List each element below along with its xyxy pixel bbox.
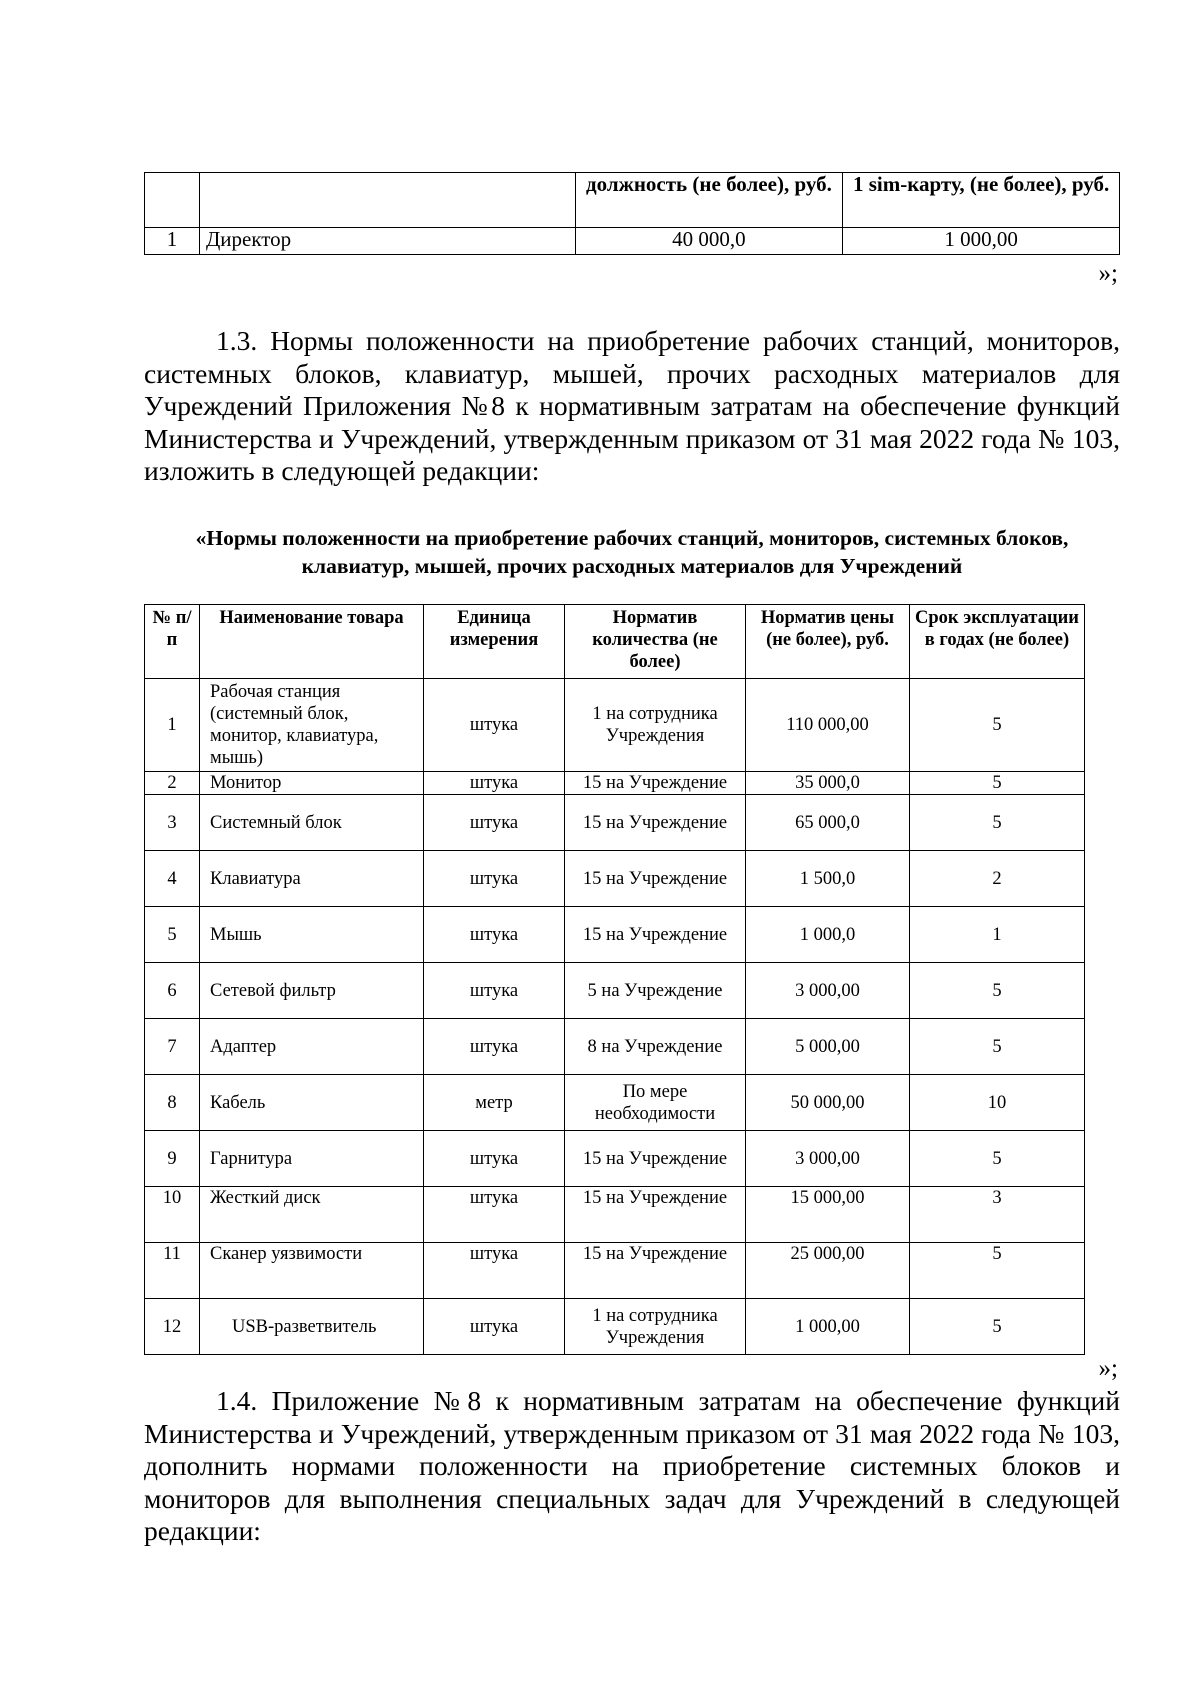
top-table-header-cell: [199, 173, 575, 228]
cell-price: 110 000,00: [746, 679, 910, 772]
cell-price: 3 000,00: [746, 963, 910, 1019]
norms-title: «Нормы положенности на приобретение рабочих станций, мониторов, системных блоков, клавиатур, мышей, прочих расходных материалов для Учреждений: [195, 526, 1069, 578]
top-table-cell-price: 40 000,0: [575, 228, 843, 255]
cell-num: 2: [145, 772, 200, 795]
top-table: [144, 172, 1120, 255]
table-row: [145, 1131, 1085, 1187]
cell-unit: штука: [424, 679, 565, 772]
cell-num: 3: [145, 795, 200, 851]
cell-life: 5: [910, 1131, 1085, 1187]
header-name: Наименование товара: [200, 605, 424, 679]
cell-price: 1 000,0: [746, 907, 910, 963]
cell-qty: По мере необходимости: [565, 1075, 746, 1131]
top-table-header-cell: 1 sim-карту, (не более), руб.: [843, 173, 1120, 228]
cell-qty: 8 на Учреждение: [565, 1019, 746, 1075]
top-table-cell-num: 1: [145, 228, 200, 255]
cell-name: Жесткий диск: [200, 1187, 424, 1243]
cell-qty: 15 на Учреждение: [565, 1131, 746, 1187]
cell-num: 9: [145, 1131, 200, 1187]
cell-qty: 15 на Учреждение: [565, 795, 746, 851]
cell-unit: штука: [424, 1299, 565, 1355]
top-table-header-row: [145, 173, 1120, 228]
cell-life: 1: [910, 907, 1085, 963]
cell-life: 10: [910, 1075, 1085, 1131]
cell-unit: штука: [424, 907, 565, 963]
cell-unit: штука: [424, 851, 565, 907]
cell-num: 6: [145, 963, 200, 1019]
closing-mark-1: »;: [1098, 260, 1118, 287]
table-row: [145, 1243, 1085, 1299]
cell-num: 11: [145, 1243, 200, 1299]
top-table-header-cell: [145, 173, 200, 228]
cell-num: 12: [145, 1299, 200, 1355]
table-row: [145, 1075, 1085, 1131]
paragraph-1-4: [144, 1385, 1120, 1548]
norms-table: [144, 604, 1085, 1355]
cell-life: 3: [910, 1187, 1085, 1243]
table-row: [145, 1187, 1085, 1243]
cell-price: 25 000,00: [746, 1243, 910, 1299]
cell-qty: 15 на Учреждение: [565, 1187, 746, 1243]
cell-price: 1 500,0: [746, 851, 910, 907]
cell-name: Монитор: [200, 772, 424, 795]
cell-price: 3 000,00: [746, 1131, 910, 1187]
cell-num: 4: [145, 851, 200, 907]
table-row: [145, 963, 1085, 1019]
cell-price: 50 000,00: [746, 1075, 910, 1131]
cell-unit: штука: [424, 795, 565, 851]
cell-name: Рабочая станция (системный блок, монитор, клавиатура, мышь): [200, 679, 424, 772]
top-table-row: [145, 228, 1120, 255]
cell-name: Клавиатура: [200, 851, 424, 907]
paragraph-1-3-text: 1.3. Нормы положенности на приобретение рабочих станций, мониторов, системных блоков, клавиатур, мышей, прочих расходных материалов для Учреждений Приложения №8 к нормативным затратам на обеспечение функций Министерства и Учреждений, утвержденным приказом от 31 мая 2022 года № 103, изложить в следующей редакции:: [144, 325, 1120, 486]
header-price: Норматив цены (не более), руб.: [746, 605, 910, 679]
table-row: [145, 907, 1085, 963]
cell-life: 5: [910, 772, 1085, 795]
cell-name: Системный блок: [200, 795, 424, 851]
table-row: [145, 851, 1085, 907]
cell-qty: 15 на Учреждение: [565, 907, 746, 963]
cell-num: 5: [145, 907, 200, 963]
table-row: [145, 679, 1085, 772]
cell-num: 7: [145, 1019, 200, 1075]
cell-price: 35 000,0: [746, 772, 910, 795]
cell-unit: штука: [424, 1243, 565, 1299]
cell-unit: метр: [424, 1075, 565, 1131]
cell-price: 65 000,0: [746, 795, 910, 851]
cell-qty: 1 на сотрудника Учреждения: [565, 679, 746, 772]
cell-unit: штука: [424, 772, 565, 795]
cell-qty: 1 на сотрудника Учреждения: [565, 1299, 746, 1355]
cell-name: Гарнитура: [200, 1131, 424, 1187]
cell-name: USB-разветвитель: [200, 1299, 424, 1355]
cell-name: Мышь: [200, 907, 424, 963]
paragraph-1-3: [144, 325, 1120, 488]
table-row: [145, 1019, 1085, 1075]
cell-life: 5: [910, 1019, 1085, 1075]
cell-name: Сетевой фильтр: [200, 963, 424, 1019]
cell-qty: 15 на Учреждение: [565, 851, 746, 907]
cell-life: 5: [910, 1243, 1085, 1299]
cell-qty: 15 на Учреждение: [565, 772, 746, 795]
cell-num: 10: [145, 1187, 200, 1243]
top-table-header-cell: должность (не более), руб.: [575, 173, 843, 228]
norms-table-header-row: [145, 605, 1085, 679]
cell-price: 5 000,00: [746, 1019, 910, 1075]
cell-life: 5: [910, 963, 1085, 1019]
header-num: № п/п: [145, 605, 200, 679]
cell-unit: штука: [424, 1131, 565, 1187]
table-row: [145, 772, 1085, 795]
top-table-cell-position: Директор: [199, 228, 575, 255]
cell-price: 15 000,00: [746, 1187, 910, 1243]
cell-life: 5: [910, 1299, 1085, 1355]
cell-price: 1 000,00: [746, 1299, 910, 1355]
header-qty: Норматив количества (не более): [565, 605, 746, 679]
cell-name: Сканер уязвимости: [200, 1243, 424, 1299]
cell-name: Кабель: [200, 1075, 424, 1131]
cell-name: Адаптер: [200, 1019, 424, 1075]
paragraph-1-4-text: 1.4. Приложение №8 к нормативным затратам на обеспечение функций Министерства и Учреждений, утвержденным приказом от 31 мая 2022 года № 103, дополнить нормами положенности на приобретение системных блоков и мониторов для выполнения специальных задач для Учреждений в следующей редакции:: [144, 1385, 1120, 1546]
cell-life: 2: [910, 851, 1085, 907]
cell-unit: штука: [424, 963, 565, 1019]
top-table-cell-sim-price: 1 000,00: [843, 228, 1120, 255]
cell-unit: штука: [424, 1187, 565, 1243]
header-life: Срок эксплуатации в годах (не более): [910, 605, 1085, 679]
cell-qty: 5 на Учреждение: [565, 963, 746, 1019]
table-row: [145, 795, 1085, 851]
header-unit: Единица измерения: [424, 605, 565, 679]
cell-life: 5: [910, 795, 1085, 851]
table-row: [145, 1299, 1085, 1355]
cell-unit: штука: [424, 1019, 565, 1075]
cell-life: 5: [910, 679, 1085, 772]
cell-qty: 15 на Учреждение: [565, 1243, 746, 1299]
cell-num: 1: [145, 679, 200, 772]
closing-mark-2: »;: [1098, 1355, 1118, 1382]
cell-num: 8: [145, 1075, 200, 1131]
